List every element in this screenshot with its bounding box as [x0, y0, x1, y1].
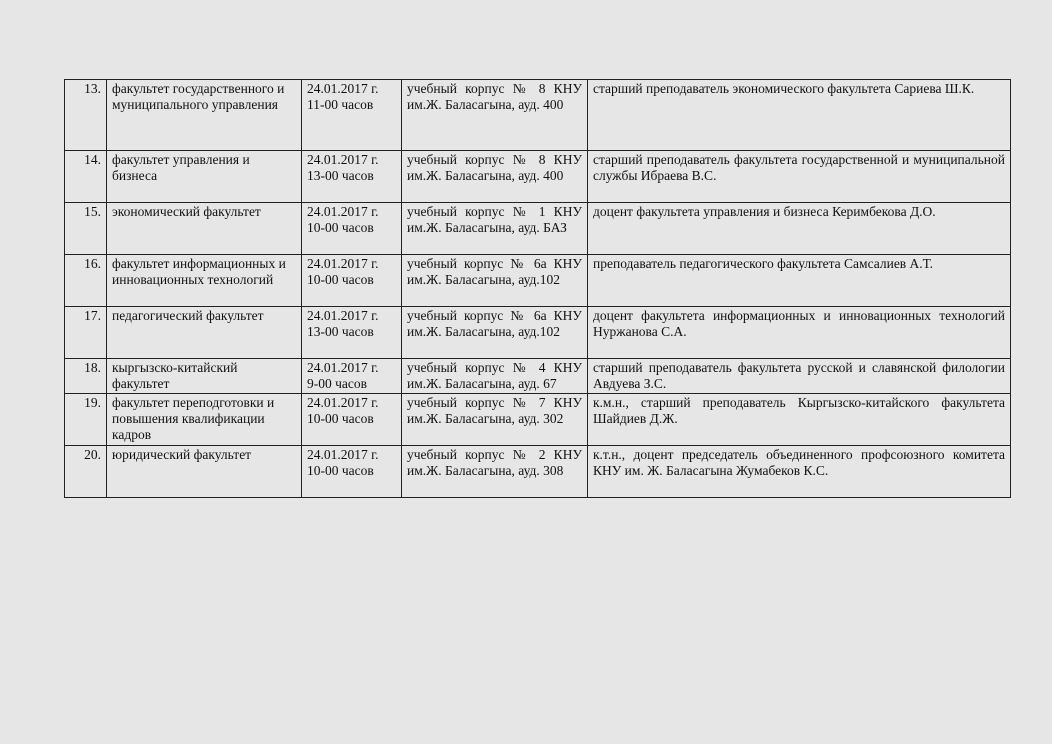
time-text: 10-00 часов: [307, 220, 374, 235]
table-row: [65, 394, 1011, 446]
location-cell: учебный корпус № 4 КНУ им.Ж. Баласагына, ауд. 67: [402, 359, 588, 394]
faculty-cell: экономический факультет: [107, 203, 302, 255]
time-text: 13-00 часов: [307, 324, 374, 339]
date-text: 24.01.2017 г.: [307, 308, 379, 323]
row-number: 17.: [65, 307, 107, 359]
location-cell: учебный корпус № 2 КНУ им.Ж. Баласагына, ауд. 308: [402, 446, 588, 498]
row-number: 13.: [65, 80, 107, 151]
date-text: 24.01.2017 г.: [307, 204, 379, 219]
faculty-cell: факультет переподготовки и повышения квалификации кадров: [107, 394, 302, 446]
location-cell: учебный корпус № 1 КНУ им.Ж. Баласагына, ауд. БАЗ: [402, 203, 588, 255]
faculty-cell: факультет информационных и инновационных технологий: [107, 255, 302, 307]
row-number: 19.: [65, 394, 107, 446]
responsible-cell: старший преподаватель факультета русской и славянской филологии Авдуева З.С.: [588, 359, 1011, 394]
date-text: 24.01.2017 г.: [307, 152, 379, 167]
location-cell: учебный корпус № 6а КНУ им.Ж. Баласагына, ауд.102: [402, 307, 588, 359]
faculty-cell: факультет управления и бизнеса: [107, 151, 302, 203]
date-time-cell: [302, 255, 402, 307]
date-text: 24.01.2017 г.: [307, 360, 379, 375]
time-text: 10-00 часов: [307, 272, 374, 287]
responsible-cell: доцент факультета информационных и инновационных технологий Нуржанова С.А.: [588, 307, 1011, 359]
faculty-cell: кыргызско-китайский факультет: [107, 359, 302, 394]
responsible-cell: преподаватель педагогического факультета Самсалиев А.Т.: [588, 255, 1011, 307]
date-text: 24.01.2017 г.: [307, 81, 379, 96]
responsible-cell: к.т.н., доцент председатель объединенного профсоюзного комитета КНУ им. Ж. Баласагына Жумабеков К.С.: [588, 446, 1011, 498]
row-number: 20.: [65, 446, 107, 498]
table-row: [65, 203, 1011, 255]
faculty-cell: факультет государственного и муниципального управления: [107, 80, 302, 151]
location-cell: учебный корпус № 6а КНУ им.Ж. Баласагына, ауд.102: [402, 255, 588, 307]
table-row: [65, 307, 1011, 359]
time-text: 10-00 часов: [307, 411, 374, 426]
row-number: 14.: [65, 151, 107, 203]
table-row: [65, 80, 1011, 151]
date-time-cell: [302, 394, 402, 446]
date-time-cell: [302, 307, 402, 359]
row-number: 18.: [65, 359, 107, 394]
date-text: 24.01.2017 г.: [307, 395, 379, 410]
responsible-cell: старший преподаватель факультета государственной и муниципальной службы Ибраева В.С.: [588, 151, 1011, 203]
responsible-cell: к.м.н., старший преподаватель Кыргызско-китайского факультета Шайдиев Д.Ж.: [588, 394, 1011, 446]
date-time-cell: [302, 203, 402, 255]
date-time-cell: [302, 151, 402, 203]
schedule-table: [64, 79, 1011, 498]
faculty-cell: юридический факультет: [107, 446, 302, 498]
responsible-cell: старший преподаватель экономического факультета Сариева Ш.К.: [588, 80, 1011, 151]
table-row: [65, 446, 1011, 498]
table-row: [65, 151, 1011, 203]
responsible-cell: доцент факультета управления и бизнеса Керимбекова Д.О.: [588, 203, 1011, 255]
location-cell: учебный корпус № 7 КНУ им.Ж. Баласагына, ауд. 302: [402, 394, 588, 446]
location-cell: учебный корпус № 8 КНУ им.Ж. Баласагына, ауд. 400: [402, 151, 588, 203]
table-row: [65, 359, 1011, 394]
schedule-table-body: [65, 80, 1011, 498]
date-time-cell: [302, 359, 402, 394]
row-number: 16.: [65, 255, 107, 307]
location-cell: учебный корпус № 8 КНУ им.Ж. Баласагына, ауд. 400: [402, 80, 588, 151]
time-text: 11-00 часов: [307, 97, 374, 112]
date-time-cell: [302, 80, 402, 151]
row-number: 15.: [65, 203, 107, 255]
table-row: [65, 255, 1011, 307]
date-time-cell: [302, 446, 402, 498]
date-text: 24.01.2017 г.: [307, 447, 379, 462]
time-text: 9-00 часов: [307, 376, 368, 391]
time-text: 10-00 часов: [307, 463, 374, 478]
date-text: 24.01.2017 г.: [307, 256, 379, 271]
time-text: 13-00 часов: [307, 168, 374, 183]
faculty-cell: педагогический факультет: [107, 307, 302, 359]
